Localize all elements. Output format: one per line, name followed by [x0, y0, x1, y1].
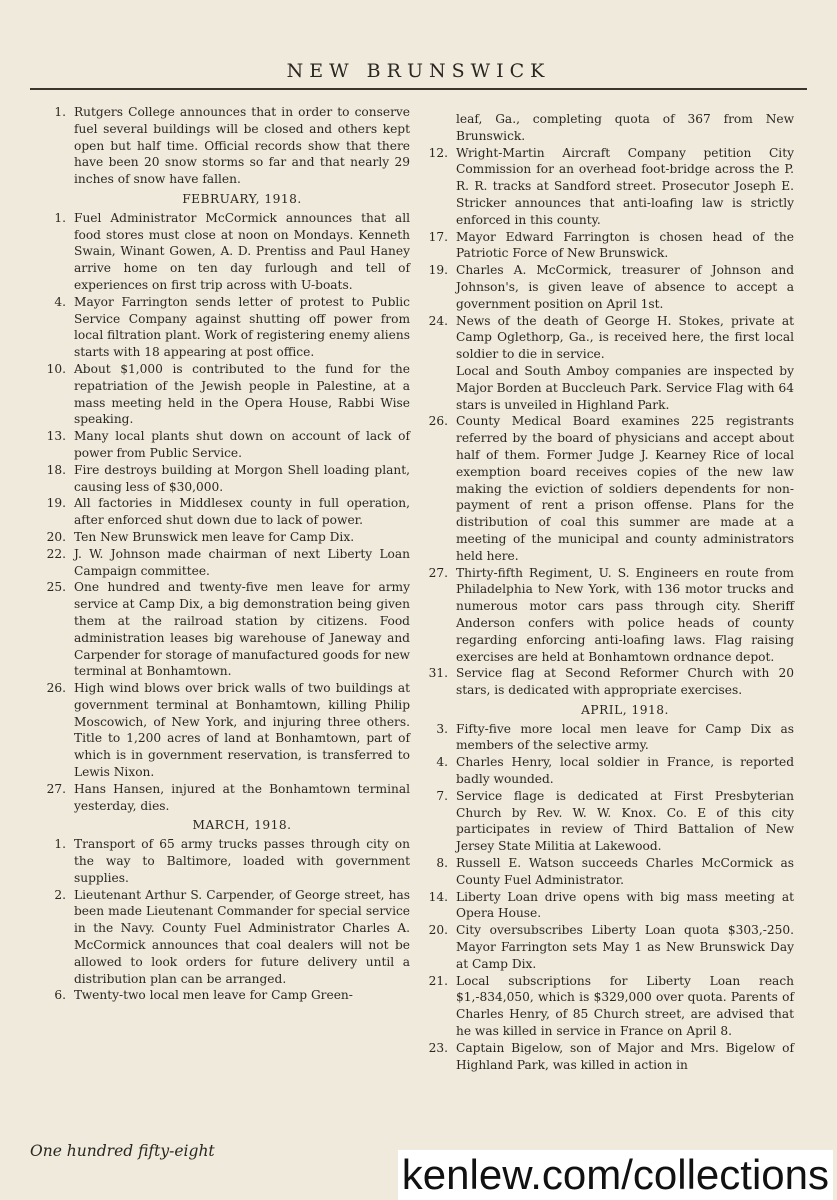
continuation-text: leaf, Ga., completing quota of 367 from New Brunswick.	[456, 112, 794, 143]
month-heading: FEBRUARY, 1918.	[182, 191, 302, 206]
entry-text: Fuel Administrator McCormick announces that all food stores must close at noon on Mondays. Kenneth Swain, Winant Gowen, A. D. Prentiss and Paul Haney arrive home on ten day furlough and tell of experiences on first trip across with U-boats.	[74, 210, 410, 292]
entry-text: All factories in Middlesex county in full operation, after enforced shut down due to lack of power.	[74, 496, 410, 528]
entry-number: 17.	[428, 229, 448, 244]
entry-number: 13.	[46, 429, 66, 444]
list-item	[422, 973, 794, 1040]
entry-text: Twenty-two local men leave for Camp Green-	[74, 988, 353, 1003]
entry-text: Service flag at Second Reformer Church with 20 stars, is dedicated with appropriate exercises.	[456, 666, 794, 698]
list-item	[422, 565, 794, 666]
entry-number: 6.	[54, 988, 66, 1003]
entry-number: 2.	[54, 887, 66, 902]
list-item	[422, 262, 794, 312]
entry-text: Ten New Brunswick men leave for Camp Dix.	[74, 529, 355, 544]
entry-text: Thirty-fifth Regiment, U. S. Engineers en route from Philadelphia to New York, with 136 motor trucks and numerous motor cars pass through city. Sheriff Anderson confers with police heads of county regarding enforcing anti-loafing laws. Flag raising exercises are held at Bonhamtown ordnance depot.	[456, 565, 794, 664]
entry-text: Russell E. Watson succeeds Charles McCormick as County Fuel Administrator.	[456, 856, 794, 887]
entry-number: 12.	[428, 145, 448, 160]
entry-text: Service flage is dedicated at First Presbyterian Church by Rev. W. W. Knox. Co. E of this city participates in review of Third Battalion of New Jersey State Militia at Lakewood.	[456, 788, 794, 854]
entry-number: 27.	[46, 781, 66, 796]
entry-number: 1.	[54, 837, 66, 852]
entry-text: Mayor Edward Farrington is chosen head of the Patriotic Force of New Brunswick.	[456, 229, 794, 261]
list-item	[422, 721, 794, 755]
entry-text: City oversubscribes Liberty Loan quota $303,-250. Mayor Farrington sets May 1 as New Brunswick Day at Camp Dix.	[456, 923, 794, 971]
header-rule	[30, 88, 807, 90]
entry-number: 31.	[428, 666, 448, 681]
entry-number: 10.	[46, 361, 66, 376]
list-item	[422, 855, 794, 889]
entry-number: 21.	[428, 973, 448, 988]
entry-number: 19.	[46, 496, 66, 511]
month-heading: APRIL, 1918.	[581, 702, 669, 717]
entry-number: 8.	[436, 856, 448, 871]
list-item	[422, 145, 794, 229]
entry-text: Liberty Loan drive opens with big mass meeting at Opera House.	[456, 889, 794, 921]
entry-number: 27.	[428, 565, 448, 580]
entry-number: 22.	[46, 546, 66, 561]
entry-number: 7.	[436, 788, 448, 803]
entry-text: Wright-Martin Aircraft Company petition City Commission for an overhead foot-bridge across the P. R. R. tracks at Sandford street. Prosecutor Joseph E. Stricker announces that anti-loafing law is strictly enforced in this county.	[456, 145, 794, 227]
entry-text: Captain Bigelow, son of Major and Mrs. Bigelow of Highland Park, was killed in action in	[456, 1040, 794, 1072]
entry-text: Charles Henry, local soldier in France, is reported badly wounded.	[456, 755, 794, 787]
list-item	[40, 294, 410, 361]
page-number-label: One hundred fifty-eight	[30, 1142, 215, 1160]
list-item	[40, 462, 410, 496]
entry-text: News of the death of George H. Stokes, private at Camp Oglethorp, Ga., is received here, the first local soldier to die in service.	[456, 313, 794, 362]
entry-text: High wind blows over brick walls of two buildings at government terminal at Bonhamtown, killing Philip Moscowich, of New York, and injuring three others. Title to 1,200 acres of land at Bonhamtown, part of which is in government reservation, is transferred to Lewis Nixon.	[74, 681, 410, 780]
entry-number: 1.	[54, 105, 66, 119]
entry-number: 26.	[428, 414, 448, 429]
entry-number: 18.	[46, 462, 66, 477]
list-item	[422, 788, 794, 855]
entry-text: County Medical Board examines 225 registrants referred by the board of physicians and accept about half of them. Former Judge J. Kearney Rice of local exemption board receives copies of the new law making the eviction of soldiers dependents for non-payment of rent a prison offense. Plans for the distribution of coal this summer are made at a meeting of the municipal and county administrators held here.	[456, 414, 794, 563]
entry-text: J. W. Johnson made chairman of next Liberty Loan Campaign committee.	[74, 546, 410, 578]
entry-text: Many local plants shut down on account of lack of power from Public Service.	[74, 429, 410, 460]
watermark-link[interactable]: kenlew.com/collections	[398, 1150, 833, 1200]
entry-text: Mayor Farrington sends letter of protest to Public Service Company against shutting off power from local filtration plant. Work of registering enemy aliens starts with 18 appearing at post office.	[74, 294, 410, 360]
paragraph: Local and South Amboy companies are inspected by Major Borden at Buccleuch Park. Service Flag with 64 stars is unveiled in Highland Park.	[456, 363, 794, 412]
entry-number: 25.	[46, 580, 66, 595]
entry-number: 14.	[428, 889, 448, 904]
list-item	[40, 987, 410, 1004]
list-item	[40, 529, 410, 546]
entry-text: One hundred and twenty-five men leave for army service at Camp Dix, a big demonstration being given them at the railroad station by citizens. Food administration leases big warehouse of Janeway and Carpender for storage of manufactured goods for new terminal at Bonhamtown.	[74, 580, 410, 679]
list-item	[422, 413, 794, 564]
list-item	[40, 104, 410, 188]
list-item	[422, 313, 794, 363]
entry-text: Charles A. McCormick, treasurer of Johnson and Johnson's, is given leave of absence to accept a government position on April 1st.	[456, 263, 794, 311]
list-item	[422, 754, 794, 788]
list-item	[40, 887, 410, 988]
list-item	[40, 781, 410, 815]
list-item	[422, 889, 794, 923]
entry-text: Fifty-five more local men leave for Camp Dix as members of the selective army.	[456, 721, 794, 753]
entry-number: 26.	[46, 681, 66, 696]
entry-number: 4.	[436, 755, 448, 770]
entry-text: Rutgers College announces that in order to conserve fuel several buildings will be closed and others kept open but half time. Official records show that there have been 20 snow storms so far and that nearly 29 inches of snow have fallen.	[74, 105, 410, 187]
entry-number: 23.	[428, 1040, 448, 1055]
list-item	[40, 546, 410, 580]
list-item	[40, 836, 410, 886]
entry-number: 20.	[428, 923, 448, 938]
list-item	[422, 1040, 794, 1074]
entry-number: 24.	[428, 313, 448, 328]
list-item	[40, 210, 410, 294]
list-item	[40, 680, 410, 781]
entry-text: About $1,000 is contributed to the fund for the repatriation of the Jewish people in Palestine, at a mass meeting held in the Opera House, Rabbi Wise speaking.	[74, 361, 410, 427]
right-column	[422, 111, 794, 1073]
list-item	[422, 665, 794, 699]
entry-number: 19.	[428, 263, 448, 278]
page-title: NEW BRUNSWICK	[286, 60, 551, 82]
left-column	[40, 104, 410, 1004]
list-item	[40, 579, 410, 680]
entry-text: Local subscriptions for Liberty Loan reach $1,-834,050, which is $329,000 over quota. Parents of Charles Henry, of 85 Church street, are advised that he was killed in service in France on April 8.	[456, 973, 794, 1039]
entry-text: Fire destroys building at Morgon Shell loading plant, causing less of $30,000.	[74, 462, 410, 494]
entry-number: 20.	[46, 529, 66, 544]
entry-number: 4.	[54, 294, 66, 309]
entry-text: Hans Hansen, injured at the Bonhamtown terminal yesterday, dies.	[74, 781, 410, 813]
list-item	[40, 428, 410, 462]
list-item	[422, 922, 794, 972]
list-item	[40, 495, 410, 529]
entry-number: 1.	[54, 210, 66, 225]
entry-text: Lieutenant Arthur S. Carpender, of George street, has been made Lieutenant Commander for special service in the Navy. County Fuel Administrator Charles A. McCormick announces that coal dealers will not be allowed to look orders for future delivery until a distribution plan can be arranged.	[74, 887, 410, 986]
month-heading: MARCH, 1918.	[192, 818, 292, 833]
entry-text: Transport of 65 army trucks passes through city on the way to Baltimore, loaded with government supplies.	[74, 837, 410, 885]
list-item	[422, 229, 794, 263]
entry-number: 3.	[436, 721, 448, 736]
list-item	[40, 361, 410, 428]
